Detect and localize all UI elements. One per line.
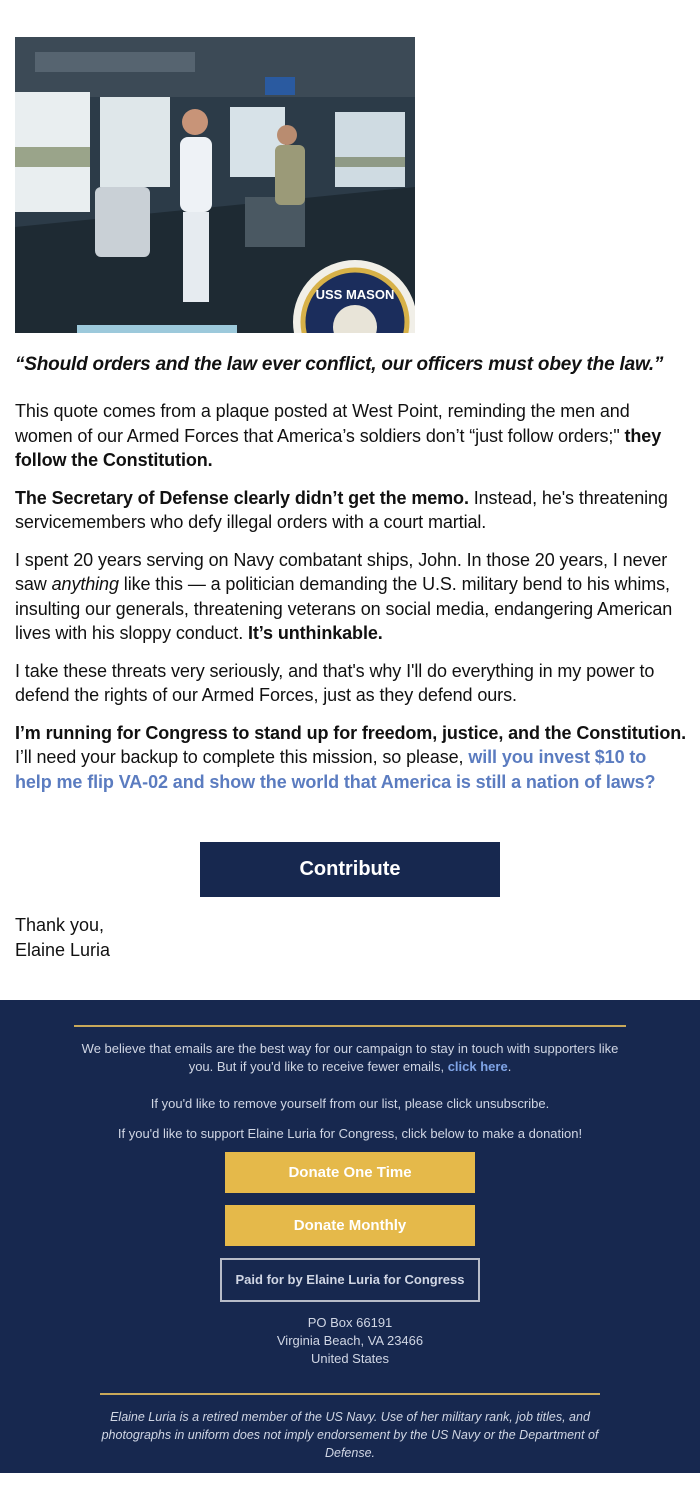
paragraph-3-text-b: like this — a politician demanding the U.S. military bend to his whims, insulting our generals, threatening veterans on social media, endangering American lives with his sloppy conduct.: [15, 574, 673, 643]
paragraph-2-bold: The Secretary of Defense clearly didn’t get the memo.: [15, 487, 469, 508]
paragraph-1-bold: they follow the Constitution.: [15, 425, 662, 470]
hero-photo: [15, 37, 415, 333]
address-line-1: PO Box 66191: [307, 1315, 393, 1330]
footer: [0, 1000, 700, 1473]
paragraph-3-italic: anything: [51, 574, 119, 594]
paragraph-1-text: This quote comes from a plaque posted at West Point, reminding the men and women of our Armed Forces that America’s soldiers don’t “just follow orders;": [15, 401, 630, 446]
signoff-name: Elaine Luria: [15, 940, 111, 960]
donate-monthly-button[interactable]: Donate Monthly: [225, 1205, 475, 1246]
address-line-2: Virginia Beach, VA 23466: [276, 1333, 424, 1348]
footer-top-divider: [74, 1025, 626, 1027]
paragraph-2-text: Instead, he's threatening servicemembers who defy illegal orders with a court martial.: [15, 487, 668, 532]
military-disclaimer: Elaine Luria is a retired member of the US Navy. Use of her military rank, job titles, and photographs in uniform does not imply endorsement by the US Navy or the Department of Defense.: [101, 1410, 599, 1460]
signoff: [15, 913, 110, 963]
paragraph-1: [15, 399, 687, 473]
paragraph-5-bold: I’m running for Congress to stand up for freedom, justice, and the Constitution.: [15, 722, 687, 743]
paragraph-3-bold: It’s unthinkable.: [248, 623, 383, 643]
paragraph-5-text: I’ll need your backup to complete this mission, so please,: [15, 747, 464, 767]
mailing-address: [0, 1314, 700, 1368]
paragraph-2: [15, 486, 687, 535]
paragraph-3: [15, 548, 687, 646]
paragraph-5: [15, 721, 687, 795]
donate-one-time-button[interactable]: Donate One Time: [225, 1152, 475, 1193]
footer-bottom-divider: [100, 1393, 600, 1395]
click-here-link[interactable]: click here: [447, 1059, 508, 1074]
ship-bridge-photo: [15, 37, 415, 333]
paragraph-4: I take these threats very seriously, and that's why I'll do everything in my power to defend the rights of our Armed Forces, just as they defend ours.: [15, 660, 655, 705]
invest-link[interactable]: will you invest $10 to help me flip VA-02 and show the world that America is still a nation of laws?: [15, 747, 656, 792]
emails-notice: We believe that emails are the best way for our campaign to stay in touch with supporters like you. But if you'd like to receive fewer emails, click here.: [81, 1041, 619, 1074]
emblem-text: USS MASON: [315, 287, 395, 302]
address-line-3: United States: [310, 1351, 390, 1366]
email-body: [15, 352, 687, 807]
support-notice: If you'd like to support Elaine Luria for Congress, click below to make a donation!: [117, 1126, 583, 1141]
cta-container: [200, 842, 500, 897]
paragraph-3-text-a: I spent 20 years serving on Navy combatant ships, John. In those 20 years, I never saw: [15, 549, 668, 594]
paid-for-box: Paid for by Elaine Luria for Congress: [220, 1258, 480, 1302]
signoff-thanks: Thank you,: [15, 915, 105, 935]
west-point-quote: “Should orders and the law ever conflict, our officers must obey the law.”: [15, 354, 664, 375]
emails-notice-text: We believe that emails are the best way for our campaign to stay in touch with supporters like you. But if you'd like to receive fewer emails,: [81, 1041, 619, 1074]
contribute-button[interactable]: Contribute: [200, 842, 500, 897]
unsubscribe-notice: If you'd like to remove yourself from our list, please click unsubscribe.: [150, 1096, 550, 1111]
